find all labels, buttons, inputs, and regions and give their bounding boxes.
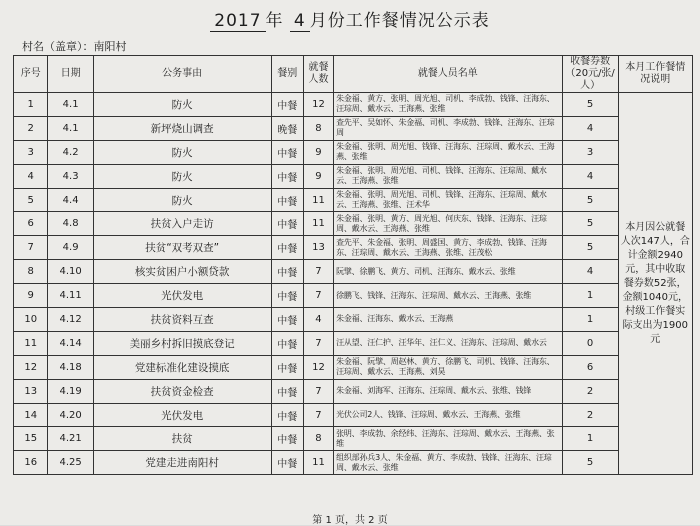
cell-meal-type: 中餐 [271, 260, 303, 284]
cell-no: 12 [14, 355, 48, 379]
cell-coupons: 2 [562, 379, 618, 403]
table-row [14, 188, 693, 212]
cell-diners-count: 9 [303, 140, 333, 164]
cell-diners: 张明、李成勃、余经纬、汪海东、汪琮周、戴水云、王海燕、张维 [334, 427, 562, 451]
cell-diners: 朱金福、张明、黄方、周光旭、何庆东、钱锋、汪海东、汪琮周、戴水云、王海燕、张维 [334, 212, 562, 236]
cell-no: 11 [14, 331, 48, 355]
cell-date: 4.25 [48, 451, 93, 475]
cell-diners-count: 7 [303, 403, 333, 427]
cell-coupons: 1 [562, 284, 618, 308]
cell-meal-type: 中餐 [271, 427, 303, 451]
cell-date: 4.9 [48, 236, 93, 260]
cell-diners: 光伏公司2人、钱锋、汪琮周、戴水云、王海燕、张维 [334, 403, 562, 427]
cell-no: 4 [14, 164, 48, 188]
cell-no: 7 [14, 236, 48, 260]
table-row [14, 212, 693, 236]
cell-diners-count: 8 [303, 427, 333, 451]
month-summary-note: 本月因公就餐人次147人，合计金额2940元，其中收取餐券数52张，金额1040元，村级工作餐实际支出为1900元 [618, 93, 692, 475]
cell-affair: 防火 [93, 188, 271, 212]
cell-meal-type: 中餐 [271, 331, 303, 355]
cell-affair: 扶贫资料互查 [93, 308, 271, 332]
cell-affair: 扶贫入户走访 [93, 212, 271, 236]
cell-date: 4.14 [48, 331, 93, 355]
cell-no: 2 [14, 116, 48, 140]
cell-diners-count: 12 [303, 93, 333, 117]
table-row [14, 355, 693, 379]
cell-diners: 朱金福、刘海军、汪海东、汪琮周、戴水云、张维、钱锋 [334, 379, 562, 403]
cell-coupons: 0 [562, 331, 618, 355]
header-diners-count: 就餐人数 [303, 56, 333, 93]
title-year-suffix: 年 [265, 11, 284, 31]
cell-affair: 扶贫 [93, 427, 271, 451]
cell-diners-count: 7 [303, 379, 333, 403]
cell-coupons: 5 [562, 451, 618, 475]
cell-affair: 防火 [93, 140, 271, 164]
cell-date: 4.1 [48, 116, 93, 140]
cell-no: 1 [14, 93, 48, 117]
cell-date: 4.10 [48, 260, 93, 284]
cell-meal-type: 中餐 [271, 355, 303, 379]
cell-diners-count: 13 [303, 236, 333, 260]
cell-diners: 查先平、吴如怀、朱金福、司机、李成勃、钱锋、汪海东、汪琮周 [334, 116, 562, 140]
table-row [14, 164, 693, 188]
cell-meal-type: 中餐 [271, 308, 303, 332]
cell-date: 4.2 [48, 140, 93, 164]
cell-diners: 朱金福、黄方、张明、周光旭、司机、李成勃、钱锋、汪海东、汪琮周、戴水云、王海燕、张维 [334, 93, 562, 117]
cell-date: 4.19 [48, 379, 93, 403]
table-row [14, 93, 693, 117]
cell-no: 16 [14, 451, 48, 475]
cell-affair: 光伏发电 [93, 284, 271, 308]
cell-diners: 汪从望、汪仁护、汪华年、汪仁义、汪海东、汪琮周、戴水云 [334, 331, 562, 355]
table-row [14, 284, 693, 308]
title-rest: 月份工作餐情况公示表 [309, 11, 490, 31]
cell-meal-type: 中餐 [271, 212, 303, 236]
cell-diners: 朱金福、阮擘、周赵林、黄方、徐鹏飞、司机、钱锋、汪海东、汪琮周、戴水云、王海燕、刘昊 [334, 355, 562, 379]
title-year: 2017 [210, 11, 265, 32]
cell-diners-count: 4 [303, 308, 333, 332]
cell-coupons: 5 [562, 236, 618, 260]
cell-no: 13 [14, 379, 48, 403]
cell-diners-count: 8 [303, 116, 333, 140]
cell-affair: 核实贫困户小额贷款 [93, 260, 271, 284]
cell-meal-type: 晚餐 [271, 116, 303, 140]
document-title [0, 6, 700, 32]
cell-diners-count: 11 [303, 212, 333, 236]
cell-diners: 组织部孙兵3人、朱金福、黄方、李成勃、钱锋、汪海东、汪琮周、戴水云、张维 [334, 451, 562, 475]
cell-coupons: 1 [562, 427, 618, 451]
cell-diners: 朱金福、张明、周光旭、钱锋、汪海东、汪琮周、戴水云、王海燕、张维 [334, 140, 562, 164]
header-row [14, 56, 693, 93]
cell-no: 3 [14, 140, 48, 164]
cell-meal-type: 中餐 [271, 236, 303, 260]
cell-diners: 朱金福、张明、周光旭、司机、钱锋、汪海东、汪琮周、戴水云、王海燕、张维、汪术华 [334, 188, 562, 212]
cell-meal-type: 中餐 [271, 403, 303, 427]
cell-meal-type: 中餐 [271, 188, 303, 212]
cell-no: 5 [14, 188, 48, 212]
table-row [14, 140, 693, 164]
cell-date: 4.8 [48, 212, 93, 236]
cell-affair: 党建标准化建设摸底 [93, 355, 271, 379]
cell-date: 4.12 [48, 308, 93, 332]
cell-affair: 党建走进南阳村 [93, 451, 271, 475]
cell-affair: 光伏发电 [93, 403, 271, 427]
table-body [14, 93, 693, 475]
header-coupons: 收餐券数（20元/张/人） [562, 56, 618, 93]
table-row [14, 236, 693, 260]
cell-diners: 朱金福、张明、周光旭、司机、钱锋、汪海东、汪琮周、戴水云、王海燕、张维 [334, 164, 562, 188]
cell-affair: 防火 [93, 93, 271, 117]
cell-diners-count: 11 [303, 451, 333, 475]
cell-diners: 徐鹏飞、钱锋、汪海东、汪琮周、戴水云、王海燕、张维 [334, 284, 562, 308]
cell-meal-type: 中餐 [271, 284, 303, 308]
cell-diners: 阮擘、徐鹏飞、黄方、司机、汪海东、戴水云、张维 [334, 260, 562, 284]
cell-affair: 扶贫资金检查 [93, 379, 271, 403]
village-label: 村名（盖章）：南阳村 [22, 40, 127, 53]
cell-meal-type: 中餐 [271, 140, 303, 164]
cell-coupons: 5 [562, 188, 618, 212]
header-affair: 公务事由 [93, 56, 271, 93]
cell-no: 14 [14, 403, 48, 427]
cell-affair: 新坪烧山调查 [93, 116, 271, 140]
cell-coupons: 5 [562, 212, 618, 236]
cell-date: 4.21 [48, 427, 93, 451]
cell-affair: 防火 [93, 164, 271, 188]
page-footer: 第 1 页，共 2 页 [312, 515, 388, 526]
cell-diners: 查先平、朱金福、张明、周盛国、黄方、李成勃、钱锋、汪海东、汪琮周、戴水云、王海燕、张维、汪茂松 [334, 236, 562, 260]
cell-diners-count: 7 [303, 284, 333, 308]
cell-diners-count: 7 [303, 260, 333, 284]
cell-no: 15 [14, 427, 48, 451]
cell-date: 4.4 [48, 188, 93, 212]
cell-no: 6 [14, 212, 48, 236]
cell-diners-count: 11 [303, 188, 333, 212]
cell-meal-type: 中餐 [271, 164, 303, 188]
table-row [14, 427, 693, 451]
cell-affair: 美丽乡村拆旧摸底登记 [93, 331, 271, 355]
table-row [14, 451, 693, 475]
cell-coupons: 2 [562, 403, 618, 427]
cell-no: 10 [14, 308, 48, 332]
table-row [14, 379, 693, 403]
cell-meal-type: 中餐 [271, 451, 303, 475]
cell-no: 8 [14, 260, 48, 284]
header-date: 日期 [48, 56, 93, 93]
cell-no: 9 [14, 284, 48, 308]
cell-diners-count: 7 [303, 331, 333, 355]
cell-diners: 朱金福、汪海东、戴水云、王海燕 [334, 308, 562, 332]
cell-coupons: 1 [562, 308, 618, 332]
cell-meal-type: 中餐 [271, 379, 303, 403]
table-row [14, 403, 693, 427]
cell-date: 4.20 [48, 403, 93, 427]
header-meal-type: 餐别 [271, 56, 303, 93]
cell-meal-type: 中餐 [271, 93, 303, 117]
cell-date: 4.11 [48, 284, 93, 308]
meal-table [13, 55, 693, 475]
cell-coupons: 5 [562, 93, 618, 117]
cell-date: 4.1 [48, 93, 93, 117]
cell-coupons: 6 [562, 355, 618, 379]
cell-affair: 扶贫“双考双查” [93, 236, 271, 260]
header-note: 本月工作餐情况说明 [618, 56, 692, 93]
title-month: 4 [290, 11, 310, 32]
table-row [14, 308, 693, 332]
table-row [14, 260, 693, 284]
table-row [14, 116, 693, 140]
table-row [14, 331, 693, 355]
cell-coupons: 3 [562, 140, 618, 164]
cell-diners-count: 12 [303, 355, 333, 379]
cell-date: 4.3 [48, 164, 93, 188]
header-no: 序号 [14, 56, 48, 93]
cell-coupons: 4 [562, 260, 618, 284]
cell-coupons: 4 [562, 116, 618, 140]
cell-coupons: 4 [562, 164, 618, 188]
cell-date: 4.18 [48, 355, 93, 379]
header-diners: 就餐人员名单 [334, 56, 562, 93]
cell-diners-count: 9 [303, 164, 333, 188]
